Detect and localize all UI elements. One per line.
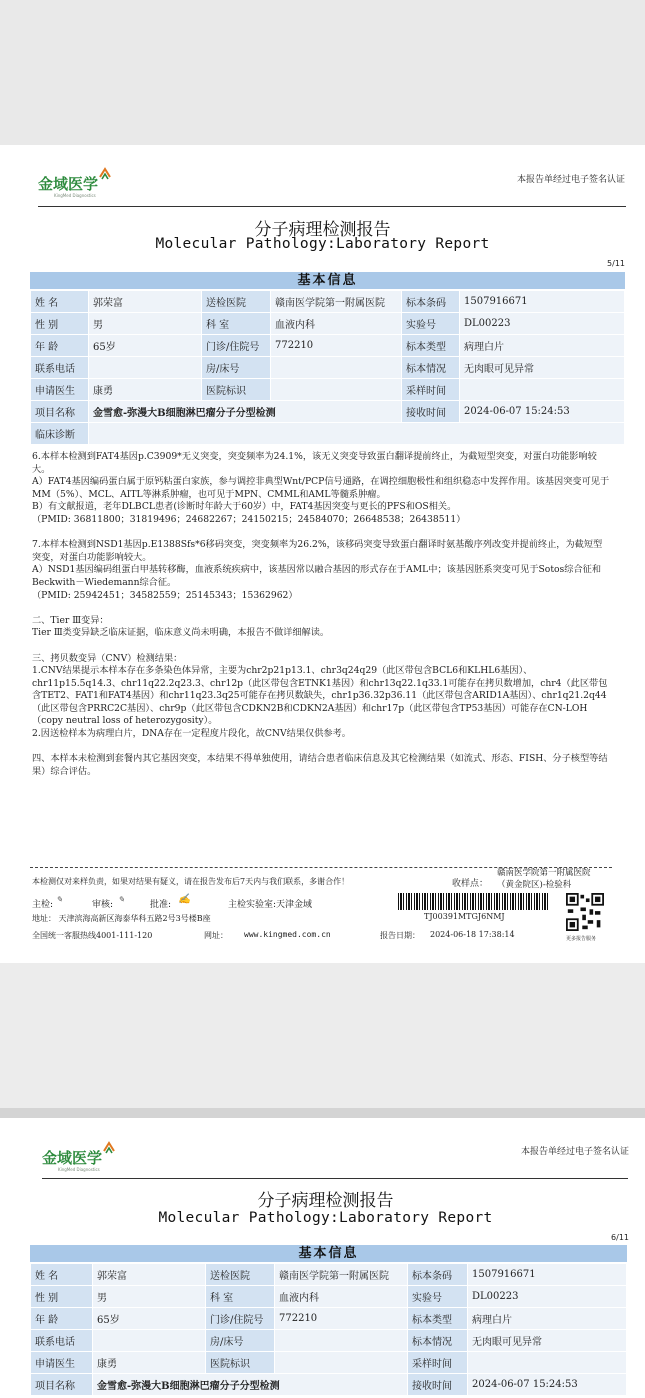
bed-label: 房/床号 bbox=[206, 1330, 275, 1352]
brand-mark-icon bbox=[102, 1141, 116, 1155]
barcode-label: 标本条码 bbox=[402, 291, 460, 313]
report-barcode bbox=[398, 893, 548, 910]
approver-signature: ✍ bbox=[178, 894, 191, 905]
table-row bbox=[31, 357, 625, 379]
hospital-id bbox=[275, 1352, 408, 1374]
clinic-label: 门诊/住院号 bbox=[206, 1308, 275, 1330]
phone bbox=[89, 357, 202, 379]
receive-label: 接收时间 bbox=[408, 1374, 468, 1396]
specimen-type: 病理白片 bbox=[460, 335, 625, 357]
cnv-result-1: 1.CNV结果提示本样本存在多条染色体异常，主要为chr2p21p13.1、chr3q24q29（此区带包含BCL6和KLHL6基因）、chr11p15.5q14.3、chr11q22.2q23.3、chr12p（此区带包含ETNK1基因）和chr13q22.1q33.1可能存在拷贝数增加，chr4（此区带包含TET2、FAT1和FAT4基因）和chr11q23.3q25可能存在拷贝数缺失，chr1p36.32p36.11（此区带包含ARID1A基因）、chr1q21.2q44（此区带包含PRRC2C基因）、chr9p（此区带包含CDKN2B和CDKN2A基因）和chr17p（此区带包含TP53基因）可能存在CN-LOH（copy neutral loss of heterozygosity）。 bbox=[32, 665, 608, 727]
hospital-label: 送检医院 bbox=[206, 1264, 275, 1286]
report-page-5 bbox=[0, 145, 645, 963]
clinic-number: 772210 bbox=[275, 1308, 408, 1330]
spec-type-label: 标本类型 bbox=[402, 335, 460, 357]
brand-sub: KingMed Diagnostics bbox=[58, 1167, 100, 1172]
receive-time: 2024-06-07 15:24:53 bbox=[460, 401, 625, 423]
sex-label: 性 别 bbox=[31, 313, 89, 335]
table-row bbox=[31, 1352, 627, 1374]
patient-name: 郭荣富 bbox=[89, 291, 202, 313]
reviewer-signature: ✎ bbox=[118, 895, 125, 904]
table-row bbox=[31, 1374, 627, 1396]
sex-label: 性 别 bbox=[31, 1286, 93, 1308]
project-name: 金雪愈-弥漫大B细胞淋巴瘤分子分型检测 bbox=[89, 401, 402, 423]
age-label: 年 龄 bbox=[31, 1308, 93, 1330]
clinic-number: 772210 bbox=[271, 335, 402, 357]
tester-signature: ✎ bbox=[56, 895, 63, 904]
diag-label: 临床诊断 bbox=[31, 423, 89, 445]
specimen-barcode: 1507916671 bbox=[468, 1264, 627, 1286]
name-label: 姓 名 bbox=[31, 1264, 93, 1286]
report-date: 2024-06-18 17:38:14 bbox=[430, 930, 515, 939]
lab-number: DL00223 bbox=[468, 1286, 627, 1308]
doctor-label: 申请医生 bbox=[31, 1352, 93, 1374]
result-6-b: B）有文献报道，老年DLBCL患者(诊断时年龄大于60岁）中，FAT4基因突变与更长的PFS和OS相关。 bbox=[32, 501, 457, 513]
doctor: 康勇 bbox=[93, 1352, 206, 1374]
bed bbox=[275, 1330, 408, 1352]
website: www.kingmed.com.cn bbox=[244, 930, 331, 939]
spec-cond-label: 标本情况 bbox=[408, 1330, 468, 1352]
brand-mark-icon bbox=[98, 167, 112, 181]
table-row bbox=[31, 1308, 627, 1330]
result-7-a: A）NSD1基因编码组蛋白甲基转移酶，血液系统疾病中，该基因常以融合基因的形式存在于AML中；该基因胚系突变可见于Sotos综合征和Beckwith－Wiedemann综合征。 bbox=[32, 564, 602, 588]
patient-age: 65岁 bbox=[93, 1308, 206, 1330]
report-title-en: Molecular Pathology:Laboratory Report bbox=[155, 236, 490, 252]
page-number: 6/11 bbox=[611, 1233, 629, 1242]
hosp-id-label: 医院标识 bbox=[206, 1352, 275, 1374]
disclaimer: 本检测仅对来样负责，如果对结果有疑义，请在报告发布后7天内与我们联系，多谢合作！ bbox=[32, 877, 350, 886]
brand-name: 金域医学 bbox=[38, 175, 99, 193]
name-label: 姓 名 bbox=[31, 291, 89, 313]
barcode-label: 标本条码 bbox=[408, 1264, 468, 1286]
age-label: 年 龄 bbox=[31, 335, 89, 357]
esign-notice: 本报告单经过电子签名认证 bbox=[516, 175, 625, 185]
table-row bbox=[31, 401, 625, 423]
main-lab: 主检实验室:天津金域 bbox=[228, 900, 313, 910]
bed-label: 房/床号 bbox=[202, 357, 271, 379]
cnv-result-2: 2.因送检样本为病理白片，DNA存在一定程度片段化，故CNV结果仅供参考。 bbox=[32, 728, 351, 740]
cnv-title: 三、拷贝数变异（CNV）检测结果： bbox=[32, 652, 183, 664]
report-code: TJ00391MTGJ6NMJ bbox=[424, 912, 505, 921]
collect-time bbox=[460, 379, 625, 401]
kingmed-logo bbox=[38, 169, 118, 199]
report-date-label: 报告日期： bbox=[380, 931, 420, 940]
bed bbox=[271, 357, 402, 379]
section-4-text: 四、本样本未检测到套餐内其它基因突变，本结果不得单独使用，请结合患者临床信息及其它检测结果（如流式、形态、FISH、分子核型等结果）综合评估。 bbox=[32, 753, 608, 777]
patient-info-table bbox=[30, 290, 625, 445]
hospital: 赣南医学院第一附属医院 bbox=[275, 1264, 408, 1286]
brand-name: 金域医学 bbox=[42, 1149, 103, 1167]
report-title-cn: 分子病理检测报告 bbox=[254, 220, 391, 240]
header-divider bbox=[42, 1178, 628, 1179]
report-page-6 bbox=[0, 1118, 645, 1398]
specimen-type: 病理白片 bbox=[468, 1308, 627, 1330]
lab-number: DL00223 bbox=[460, 313, 625, 335]
report-body bbox=[32, 451, 610, 778]
address: 地址： 天津滨海高新区海泰华科五路2号3号楼B座 bbox=[32, 914, 211, 923]
collect-label: 采样时间 bbox=[402, 379, 460, 401]
website-label: 网址： bbox=[204, 931, 228, 940]
patient-sex: 男 bbox=[93, 1286, 206, 1308]
table-row bbox=[31, 1330, 627, 1352]
hosp-id-label: 医院标识 bbox=[202, 379, 271, 401]
qr-caption: 更多报告服务 bbox=[566, 936, 597, 942]
patient-sex: 男 bbox=[89, 313, 202, 335]
spec-cond-label: 标本情况 bbox=[402, 357, 460, 379]
header-divider bbox=[38, 206, 626, 207]
clinical-diagnosis bbox=[89, 423, 625, 445]
table-row bbox=[31, 335, 625, 357]
info-section-title: 基本信息 bbox=[30, 1245, 627, 1262]
report-title-cn: 分子病理检测报告 bbox=[257, 1191, 394, 1211]
dept-label: 科 室 bbox=[202, 313, 271, 335]
collect-time bbox=[468, 1352, 627, 1374]
info-section-title: 基本信息 bbox=[30, 272, 625, 289]
dept-label: 科 室 bbox=[206, 1286, 275, 1308]
hospital-id bbox=[271, 379, 402, 401]
patient-name: 郭荣富 bbox=[93, 1264, 206, 1286]
doctor-label: 申请医生 bbox=[31, 379, 89, 401]
reviewer-label: 审核: bbox=[92, 900, 114, 910]
labno-label: 实验号 bbox=[402, 313, 460, 335]
specimen-condition: 无肉眼可见异常 bbox=[460, 357, 625, 379]
specimen-condition: 无肉眼可见异常 bbox=[468, 1330, 627, 1352]
result-7-summary: 7.本样本检测到NSD1基因p.E1388Sfs*6移码突变，突变频率为26.2%，该移码突变导致蛋白翻译时氨基酸序列改变并提前终止，为截短型突变，对蛋白功能影响较大。 bbox=[32, 539, 603, 563]
kingmed-logo bbox=[42, 1143, 122, 1173]
brand-sub: KingMed Diagnostics bbox=[54, 193, 96, 198]
phone-label: 联系电话 bbox=[31, 1330, 93, 1352]
table-row bbox=[31, 291, 625, 313]
result-6-pmid: （PMID: 36811800；31819496；24682267；24150215；24584070；26648538；26438511） bbox=[32, 513, 466, 525]
collect-point-label: 收样点： bbox=[452, 879, 489, 889]
table-row bbox=[31, 379, 625, 401]
result-6-summary: 6.本样本检测到FAT4基因p.C3909*无义突变，突变频率为24.1%，该无义突变导致蛋白翻译提前终止，为截短型突变，对蛋白功能影响较大。 bbox=[32, 451, 597, 475]
tier3-text: Tier Ⅲ类变异缺乏临床证据，临床意义尚未明确，本报告不做详细解读。 bbox=[32, 627, 330, 639]
report-title-en: Molecular Pathology:Laboratory Report bbox=[158, 1210, 493, 1226]
result-7-pmid: （PMID: 25942451；34582559；25145343；15362962） bbox=[32, 589, 298, 601]
result-6-a: A）FAT4基因编码蛋白属于原钙粘蛋白家族，参与调控非典型Wnt/PCP信号通路，在调控细胞极性和组织稳态中发挥作用。该基因突变可见于MM（5%）、MCL、AITL等淋系肿瘤，也可见于MPN、CMML和AML等髓系肿瘤。 bbox=[32, 476, 610, 500]
doctor: 康勇 bbox=[89, 379, 202, 401]
labno-label: 实验号 bbox=[408, 1286, 468, 1308]
clinic-label: 门诊/住院号 bbox=[202, 335, 271, 357]
spec-type-label: 标本类型 bbox=[408, 1308, 468, 1330]
department: 血液内科 bbox=[271, 313, 402, 335]
phone-label: 联系电话 bbox=[31, 357, 89, 379]
page-shadow bbox=[0, 1108, 645, 1118]
department: 血液内科 bbox=[275, 1286, 408, 1308]
hospital: 赣南医学院第一附属医院 bbox=[271, 291, 402, 313]
approver-label: 批准: bbox=[150, 900, 172, 910]
collect-point: 赣南医学院第一附属医院（黄金院区)-检验科 bbox=[497, 868, 591, 890]
table-row bbox=[31, 1264, 627, 1286]
table-row bbox=[31, 313, 625, 335]
specimen-barcode: 1507916671 bbox=[460, 291, 625, 313]
project-label: 项目名称 bbox=[31, 401, 89, 423]
page-gap-top bbox=[0, 0, 645, 145]
patient-info-table bbox=[30, 1263, 627, 1396]
collect-label: 采样时间 bbox=[408, 1352, 468, 1374]
receive-label: 接收时间 bbox=[402, 401, 460, 423]
page-number: 5/11 bbox=[607, 259, 625, 268]
patient-age: 65岁 bbox=[89, 335, 202, 357]
page-gap-middle bbox=[0, 963, 645, 1116]
hotline: 全国统一客服热线4001-111-120 bbox=[32, 931, 153, 940]
receive-time: 2024-06-07 15:24:53 bbox=[468, 1374, 627, 1396]
tester-label: 主检: bbox=[32, 900, 54, 910]
project-label: 项目名称 bbox=[31, 1374, 93, 1396]
tier3-title: 二、Tier Ⅲ变异： bbox=[32, 614, 109, 626]
phone bbox=[93, 1330, 206, 1352]
table-row bbox=[31, 1286, 627, 1308]
esign-notice: 本报告单经过电子签名认证 bbox=[520, 1147, 629, 1157]
table-row bbox=[31, 423, 625, 445]
project-name: 金雪愈-弥漫大B细胞淋巴瘤分子分型检测 bbox=[93, 1374, 408, 1396]
hospital-label: 送检医院 bbox=[202, 291, 271, 313]
qr-code-icon bbox=[566, 893, 604, 931]
